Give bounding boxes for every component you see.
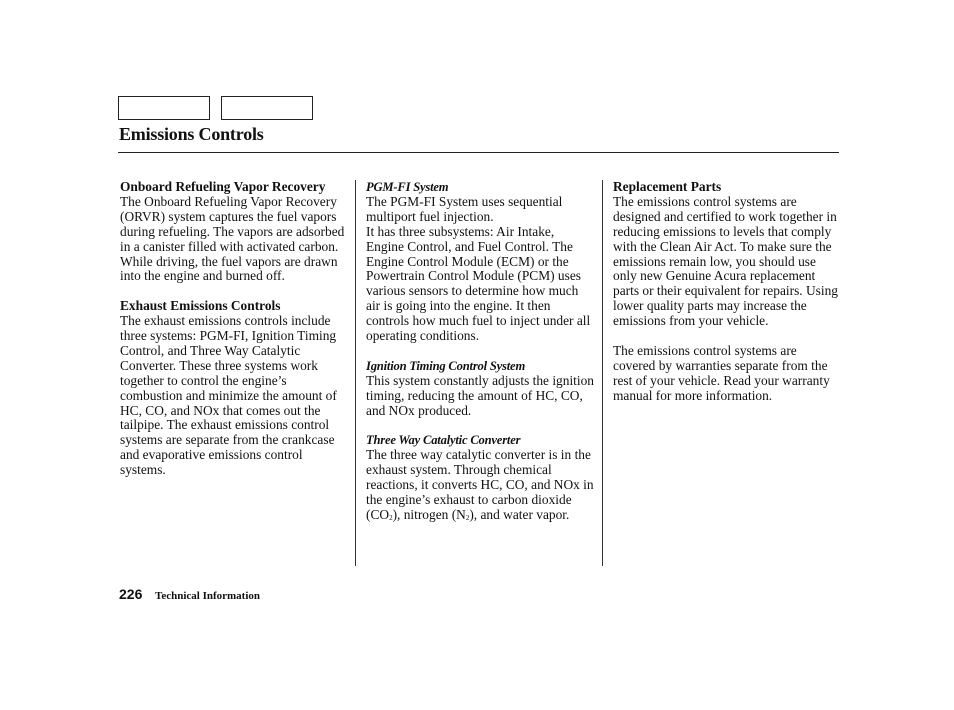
co2-subscript: 2 bbox=[389, 513, 393, 522]
paragraph-exhaust-emissions: The exhaust emissions controls include three systems: PGM-FI, Ignition Timing Control, and Three Way Catalytic Converter. These three systems work together to control the engine’s combustion and minimize the amount of HC, CO, and NOx that comes out the tailpipe. The exhaust emissions control systems are separate from the crankcase and evaporative emissions control systems. bbox=[120, 313, 337, 478]
page-title: Emissions Controls bbox=[119, 124, 264, 144]
catalytic-text-a: The three way catalytic converter is in the exhaust system. Through chemical reactions, it converts HC, CO, and NOx in the engine’s exhaust to carbon dioxide (CO bbox=[366, 447, 594, 522]
column-right bbox=[613, 180, 839, 404]
column-divider-2 bbox=[602, 180, 603, 566]
heading-pgm-fi: PGM-FI System bbox=[366, 180, 449, 194]
column-left bbox=[120, 180, 346, 478]
paragraph-replacement-parts: The emissions control systems are designed and certified to work together in reducing emissions to levels that comply with the Clean Air Act. To make sure the emissions remain low, you should use only new Genuine Acura replacement parts or their equivalent for repairs. Using lower quality parts may increase the emissions from your vehicle. bbox=[613, 193, 838, 329]
heading-catalytic-converter: Three Way Catalytic Converter bbox=[366, 433, 521, 448]
paragraph-pgm-fi-1: The PGM-FI System uses sequential multiport fuel injection. bbox=[366, 193, 563, 224]
nav-tab-box-2[interactable] bbox=[221, 96, 313, 120]
column-divider-1 bbox=[355, 180, 356, 566]
paragraph-catalytic-converter bbox=[366, 448, 594, 526]
catalytic-text-c: ), and water vapor. bbox=[469, 506, 570, 522]
paragraph-orvr: The Onboard Refueling Vapor Recovery (ORVR) system captures the fuel vapors during refueling. The vapors are adsorbed in a canister filled with activated carbon. While driving, the fuel vapors are drawn into the engine and burned off. bbox=[120, 193, 345, 284]
paragraph-warranty: The emissions control systems are covered by warranties separate from the rest of your vehicle. Read your warranty manual for more information. bbox=[613, 342, 830, 403]
section-label: Technical Information bbox=[155, 590, 261, 602]
paragraph-ignition-timing: This system constantly adjusts the ignition timing, reducing the amount of HC, CO, and NOx produced. bbox=[366, 372, 595, 418]
heading-replacement-parts: Replacement Parts bbox=[613, 179, 722, 194]
page-number: 226 bbox=[119, 586, 143, 602]
heading-orvr: Onboard Refueling Vapor Recovery bbox=[120, 179, 326, 194]
heading-ignition-timing: Ignition Timing Control System bbox=[366, 358, 526, 373]
column-middle bbox=[366, 180, 594, 526]
paragraph-pgm-fi-2: It has three subsystems: Air Intake, Engine Control, and Fuel Control. The Engine Control Module (ECM) or the Powertrain Control Module (PCM) uses various sensors to determine how much air is going into the engine. It then controls how much fuel to inject under all operating conditions. bbox=[366, 223, 591, 344]
nav-tab-box-1[interactable] bbox=[118, 96, 210, 120]
heading-exhaust-emissions: Exhaust Emissions Controls bbox=[120, 298, 281, 314]
title-divider bbox=[118, 152, 839, 153]
n2-subscript: 2 bbox=[465, 513, 470, 522]
catalytic-text-b: ), nitrogen (N bbox=[392, 506, 466, 522]
